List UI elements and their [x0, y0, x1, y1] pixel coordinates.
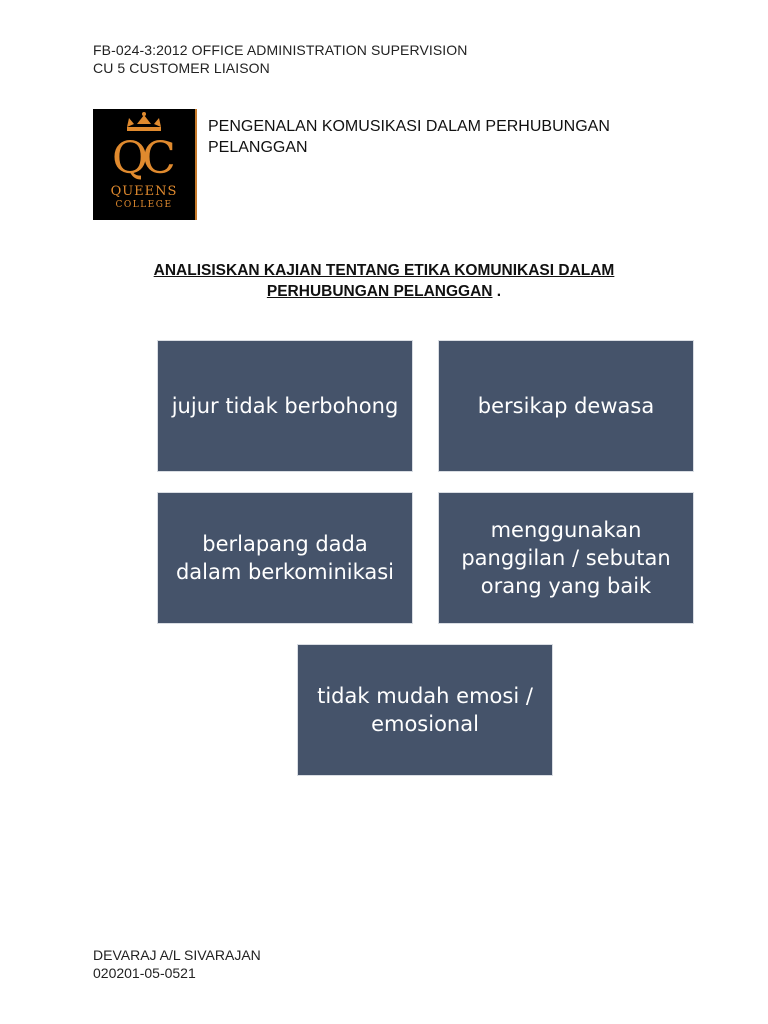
student-id: 020201-05-0521	[93, 965, 196, 981]
college-logo	[93, 109, 197, 220]
logo-monogram-c: C	[142, 133, 176, 184]
document-code: FB-024-3:2012 OFFICE ADMINISTRATION SUPERVISION	[93, 42, 468, 58]
student-name: DEVARAJ A/L SIVARAJAN	[93, 947, 261, 963]
title-line1: PENGENALAN KOMUSIKASI DALAM PERHUBUNGAN	[208, 118, 610, 135]
title-line2: PELANGGAN	[208, 139, 308, 156]
section-heading	[0, 260, 768, 302]
heading-line1: ANALISISKAN KAJIAN TENTANG ETIKA KOMUNIKASI DALAM	[153, 262, 615, 279]
document-title	[208, 116, 678, 158]
ethics-box-3: berlapang dada dalam berkominikasi	[158, 493, 412, 623]
heading-line2: PERHUBUNGAN PELANGGAN	[266, 283, 493, 300]
ethics-box-4: menggunakan panggilan / sebutan orang yang baik	[439, 493, 693, 623]
logo-name-line1: QUEENS	[110, 184, 178, 199]
ethics-box-5: tidak mudah emosi / emosional	[298, 645, 552, 775]
logo-name-line2: COLLEGE	[115, 200, 173, 210]
ethics-box-2: bersikap dewasa	[439, 341, 693, 471]
logo-monogram-q: Q	[111, 133, 149, 184]
ethics-box-1: jujur tidak berbohong	[158, 341, 412, 471]
competency-unit: CU 5 CUSTOMER LIAISON	[93, 60, 270, 76]
heading-line2-suffix: .	[492, 283, 502, 300]
